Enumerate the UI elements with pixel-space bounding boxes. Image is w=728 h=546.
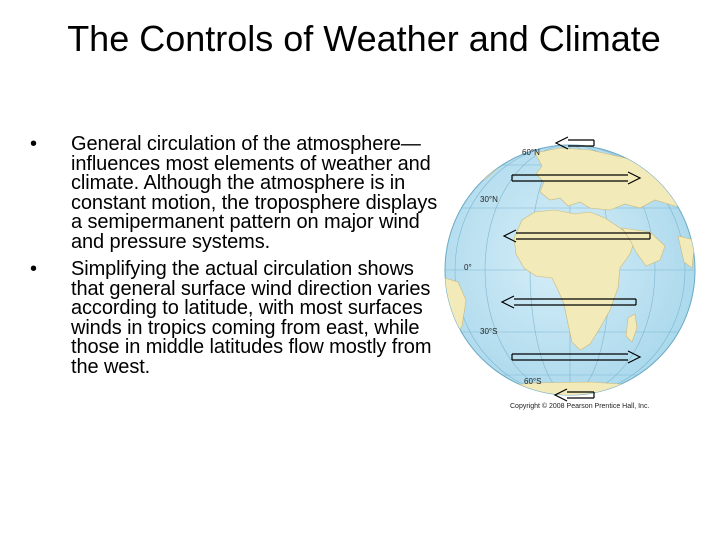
bullet-list	[30, 135, 450, 377]
latitude-label-60s: 60°S	[524, 377, 542, 386]
bullet-symbol: •	[30, 133, 37, 155]
latitude-label-equator: 0°	[464, 263, 472, 272]
globe-wind-diagram	[440, 128, 710, 418]
latitude-label-60n: 60°N	[522, 148, 540, 157]
copyright-notice: Copyright © 2008 Pearson Prentice Hall, Inc.	[510, 403, 650, 410]
bullet-item	[30, 135, 450, 252]
bullet-symbol: •	[30, 258, 37, 280]
latitude-label-30s: 30°S	[480, 327, 498, 336]
slide-title: The Controls of Weather and Climate	[67, 18, 661, 59]
latitude-label-30n: 30°N	[480, 195, 498, 204]
bullet-text: General circulation of the atmosphere—influences most elements of weather and climate. Although the atmosphere is in constant motion, the troposphere displays a semipermanent pattern on major wind and pressure systems.	[71, 133, 438, 253]
bullet-text: Simplifying the actual circulation shows that general surface wind direction varies according to latitude, with most surfaces winds in tropics coming from east, while those in middle latitudes flow mostly from the west.	[71, 258, 432, 378]
bullet-item	[30, 260, 450, 377]
globe-figure	[440, 128, 710, 418]
